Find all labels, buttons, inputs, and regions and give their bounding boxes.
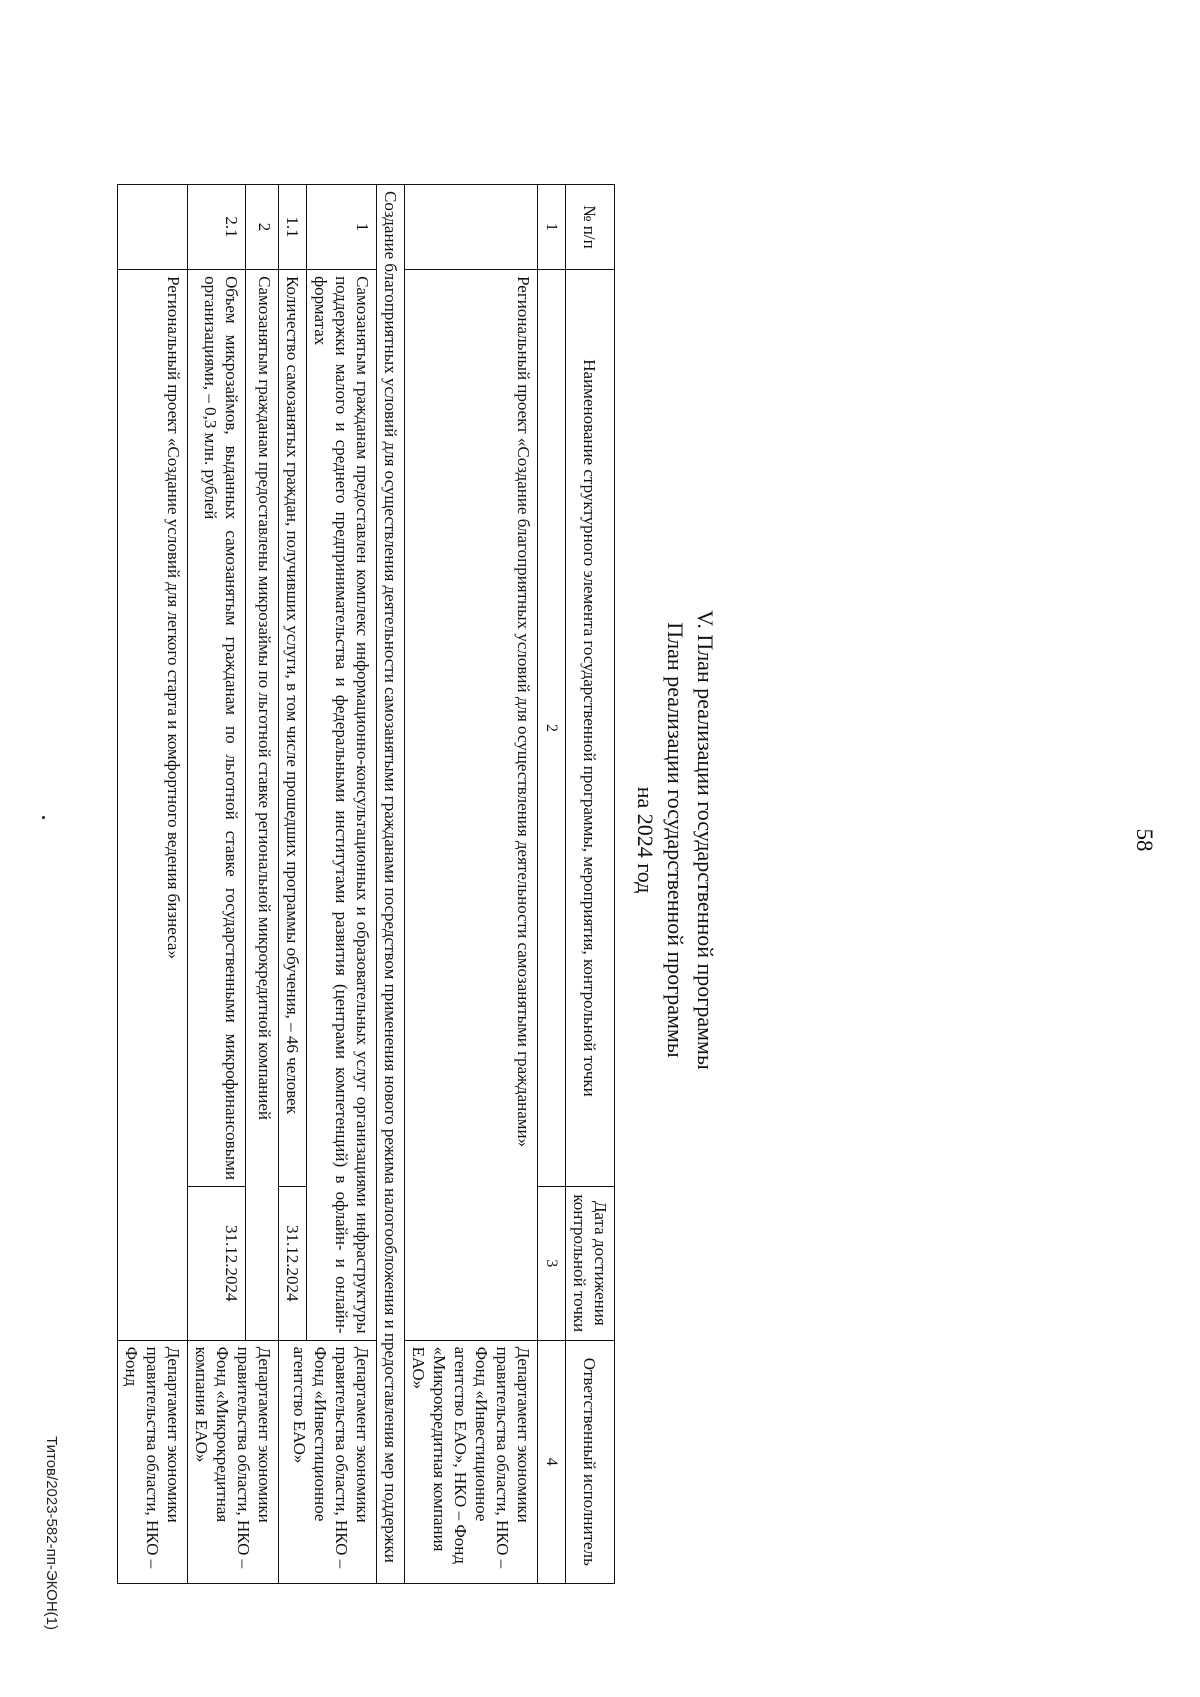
header-exec: Ответственный исполнитель	[566, 1340, 615, 1583]
row-name: Региональный проект «Создание условий для легкого старта и комфортного ведения бизнеса»	[118, 270, 188, 1341]
row-num: 1.1	[279, 185, 307, 270]
row-name: Самозанятым гражданам предоставлены микрозаймы по льготной ставке региональной микрокредитной компанией	[245, 270, 278, 1341]
table-row	[405, 185, 538, 1584]
row-name: Количество самозанятых граждан, получивших услуги, в том числе прошедших программы обучения, – 46 человек	[279, 270, 307, 1187]
row-name: Самозанятым гражданам предоставлен комплекс информационно-консультационных и образовательных услуг организациями инфраструктуры поддержки малого и среднего предпринимательства и федеральными институтами развития (центрами компетенций) в офлайн- и онлайн-форматах	[307, 270, 377, 1341]
header-name: Наименование структурного элемента государственной программы, мероприятия, контрольной точки	[566, 270, 615, 1187]
rotated-page	[25, 30, 1175, 1650]
table-row	[245, 185, 278, 1584]
table-row	[118, 185, 188, 1584]
row-exec: Департамент экономики правительства области, НКО – Фонд «Инвестиционное агентство ЕАО»	[279, 1340, 377, 1583]
row-date: 31.12.2024	[188, 1186, 246, 1340]
column-number-row	[538, 185, 566, 1584]
header-num: № п/п	[566, 185, 615, 270]
row-num	[118, 185, 188, 270]
row-num: 2.1	[188, 185, 246, 270]
plan-title: План реализации государственной программы	[663, 622, 688, 1058]
document-code: Титов/2023-582-пп-ЭКОН(1)	[43, 1436, 60, 1630]
section-title: V. План реализации государственной программы	[693, 610, 718, 1070]
table-header-row	[566, 185, 615, 1584]
section-text: Создание благоприятных условий для осуществления деятельности самозанятыми гражданами посредством применения нового режима налогообложения и предоставления мер поддержки	[377, 185, 405, 1584]
row-num	[405, 185, 538, 270]
page-number: 58	[1132, 828, 1157, 852]
row-date: 31.12.2024	[279, 1186, 307, 1340]
plan-year: на 2024 год	[633, 786, 658, 894]
row-exec: Департамент экономики правительства области, НКО – Фонд «Инвестиционное агентство ЕАО», НКО – Фонд «Микрокредитная компания ЕАО»	[405, 1340, 538, 1583]
column-number: 1	[538, 185, 566, 270]
table-section-row	[377, 185, 405, 1584]
row-exec: Департамент экономики правительства области, НКО – Фонд	[118, 1340, 188, 1583]
column-number: 2	[538, 270, 566, 1187]
plan-table	[117, 184, 615, 1584]
row-exec: Департамент экономики правительства области, НКО – Фонд «Микрокредитная компания ЕАО»	[188, 1340, 279, 1583]
title-block	[630, 30, 720, 1650]
column-number: 3	[538, 1186, 566, 1340]
row-name: Региональный проект «Создание благоприятных условий для осуществления деятельности самозанятыми гражданами»	[405, 270, 538, 1341]
row-name: Объем микрозаймов, выданных самозанятым гражданам по льготной ставке государственными микрофинансовыми организациями, – 0,3 млн. рублей	[188, 270, 246, 1187]
column-number: 4	[538, 1340, 566, 1583]
row-num: 2	[245, 185, 278, 270]
table-row	[307, 185, 377, 1584]
row-num: 1	[307, 185, 377, 270]
header-date: Дата достижения контрольной точки	[566, 1186, 615, 1340]
